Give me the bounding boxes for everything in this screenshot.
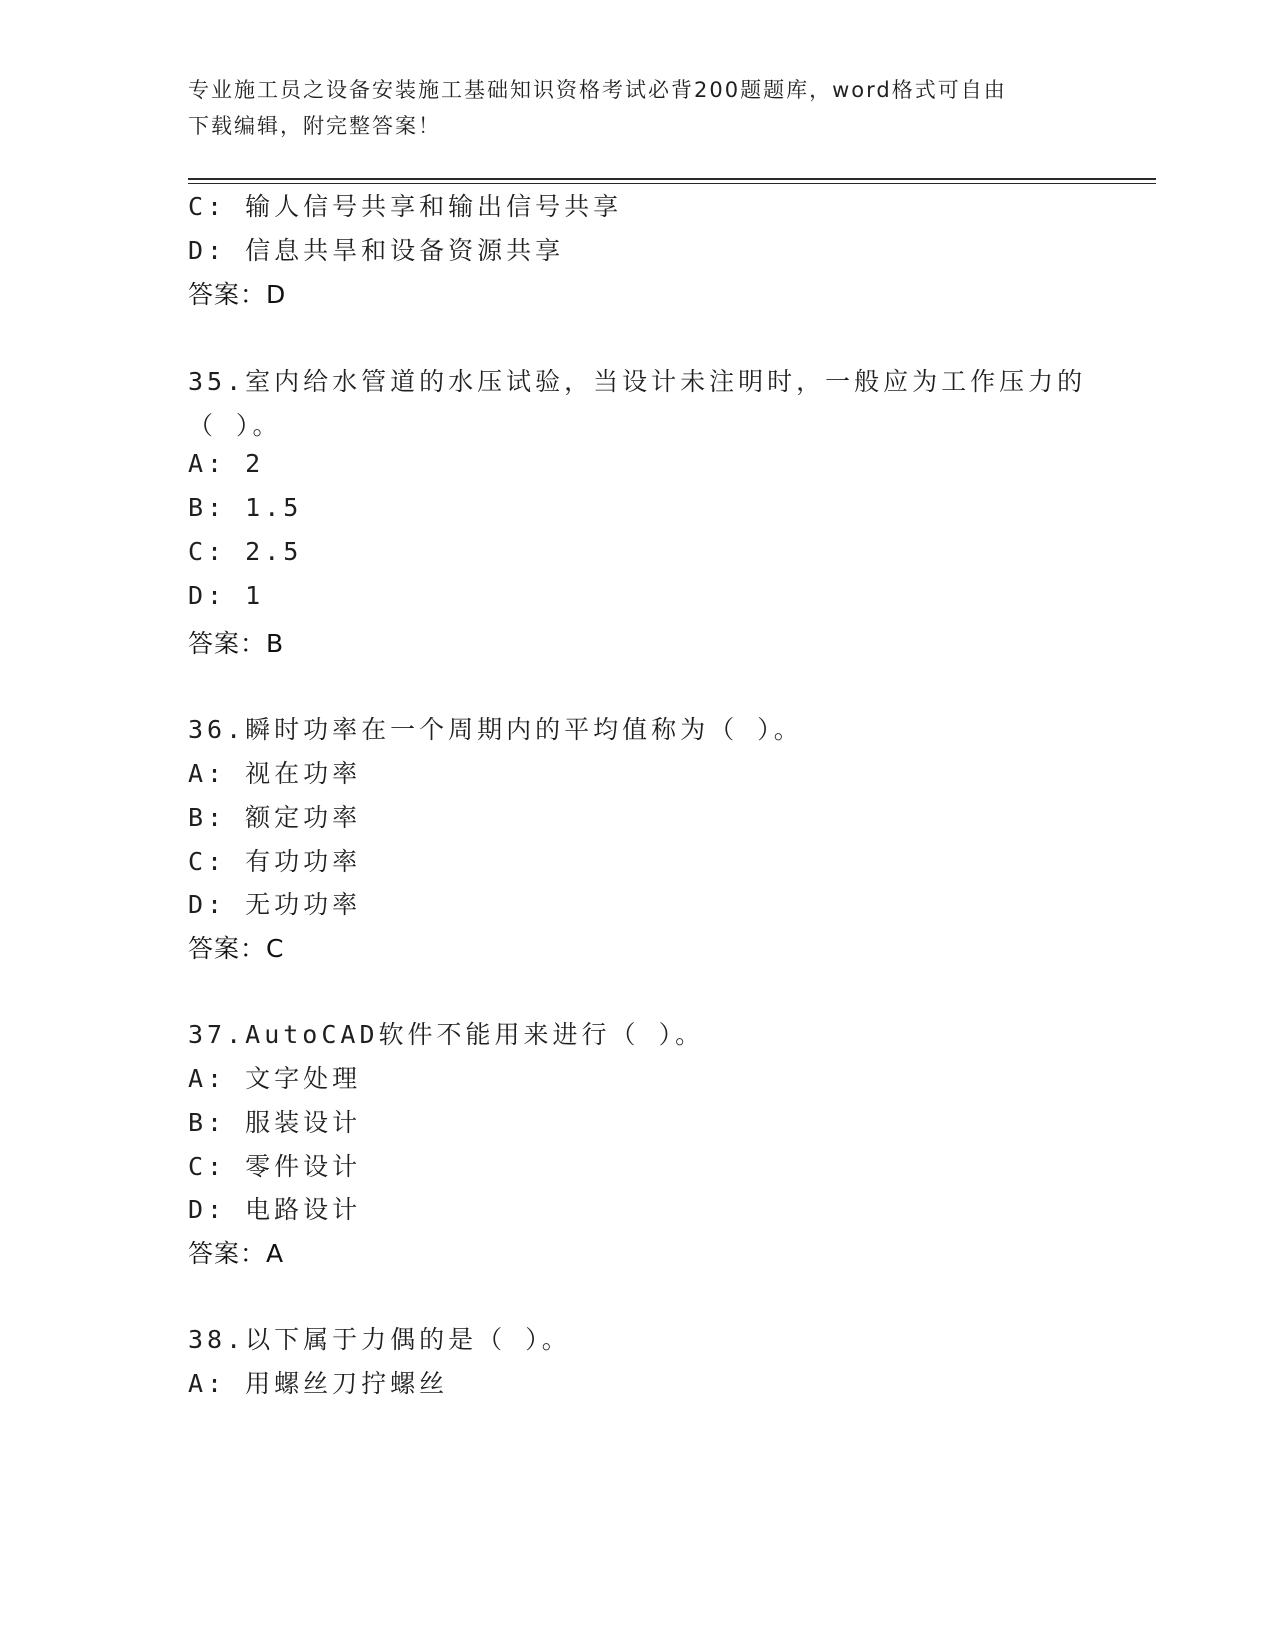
q36-option-c: C: 有功功率: [188, 847, 362, 876]
q36-option-d: D: 无功功率: [188, 890, 362, 919]
q35-stem-line-1: 35.室内给水管道的水压试验，当设计未注明时，一般应为工作压力的: [188, 367, 1087, 396]
q37-stem-line-1: 37.AutoCAD软件不能用来进行（ ）。: [188, 1020, 705, 1049]
q36-stem-line-1: 36.瞬时功率在一个周期内的平均值称为（ ）。: [188, 715, 803, 744]
header-title-line-2: 下载编辑，附完整答案！: [188, 114, 441, 138]
continued-option-c: C: 输人信号共享和输出信号共享: [188, 192, 623, 221]
q37-option-a: A: 文字处理: [188, 1064, 362, 1093]
q37-option-d: D: 电路设计: [188, 1195, 362, 1224]
header-title-line-1: 专业施工员之设备安装施工基础知识资格考试必背200题题库，word格式可自由: [188, 78, 1007, 102]
q36-answer: 答案：C: [188, 934, 285, 963]
header-divider-thin: [188, 183, 1156, 184]
continued-option-d: D: 信息共旱和设备资源共享: [188, 236, 565, 265]
q35-answer: 答案：B: [188, 629, 285, 658]
q37-option-c: C: 零件设计: [188, 1152, 362, 1181]
q36-option-a: A: 视在功率: [188, 759, 362, 788]
q37-answer: 答案：A: [188, 1239, 285, 1268]
q35-option-d: D: 1: [188, 581, 265, 610]
continued-answer: 答案：D: [188, 280, 287, 309]
q36-option-b: B: 额定功率: [188, 803, 362, 832]
q35-stem-line-2: （ ）。: [188, 411, 282, 440]
q38-option-a: A: 用螺丝刀拧螺丝: [188, 1369, 449, 1398]
q35-option-b: B: 1.5: [188, 493, 303, 522]
header-divider-thick: [188, 178, 1156, 180]
document-header: [188, 72, 1088, 144]
q38-stem-line-1: 38.以下属于力偶的是（ ）。: [188, 1325, 571, 1354]
q35-option-c: C: 2.5: [188, 537, 303, 566]
q35-option-a: A: 2: [188, 449, 265, 478]
q37-option-b: B: 服装设计: [188, 1108, 362, 1137]
